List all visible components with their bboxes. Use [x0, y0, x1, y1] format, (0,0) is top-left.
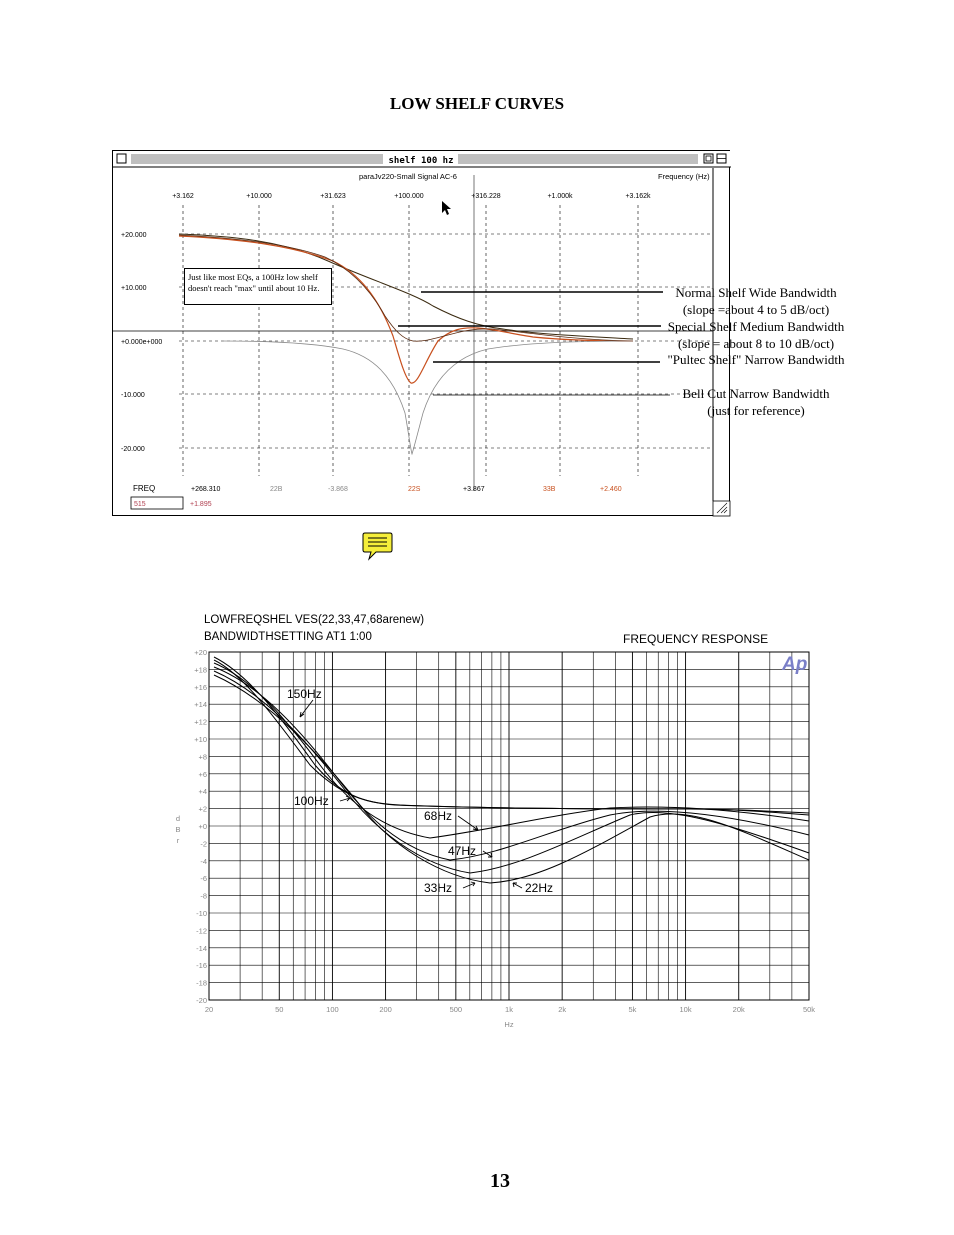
x-tick-label: +100.000 [394, 193, 424, 200]
pultec-shelf-title: "Pultec Shelf" Narrow Bandwidth [667, 352, 845, 367]
x-tick-label: 1k [505, 1005, 513, 1014]
y-tick-label: +6 [198, 769, 207, 779]
x-tick-label: 2k [558, 1005, 567, 1014]
y-tick-label: +10.000 [121, 285, 147, 292]
chart-title-line1: LOWFREQSHEL VES(22,33,47,68arenew) [204, 614, 425, 626]
y-tick-label: -4 [200, 856, 207, 866]
readout-freq-label: FREQ [133, 484, 156, 493]
curve-22hz [214, 675, 809, 883]
page-title: LOW SHELF CURVES [389, 94, 565, 113]
comment-note-icon[interactable] [362, 531, 394, 561]
curve-33hz [214, 671, 809, 873]
x-tick-label: 20k [732, 1005, 745, 1014]
y-tick-label: +16 [194, 682, 207, 692]
readout-value: 22S [408, 486, 421, 493]
note-box: Just like most EQs, a 100Hz low shelf doesn't reach "max" until about 10 Hz. [184, 268, 332, 305]
x-tick-label: 50k [802, 1005, 816, 1014]
pultec-shelf-callout [636, 351, 876, 368]
x-axis-label: Hz [504, 1020, 514, 1029]
y-tick-label: -18 [196, 978, 207, 988]
y-tick-label: +12 [194, 717, 207, 727]
y-tick-labels [194, 648, 207, 1005]
y-tick-label: -10 [196, 909, 207, 918]
chart-right-title: FREQUENCY RESPONSE [623, 632, 769, 646]
x-tick-label: +316.228 [471, 193, 501, 200]
y-tick-label: -16 [196, 961, 207, 971]
x-tick-label: 10k [679, 1005, 692, 1014]
collapse-box-icon[interactable] [717, 154, 726, 163]
frequency-response-chart [170, 605, 830, 1035]
x-tick-label: 500 [449, 1005, 463, 1014]
close-box-icon[interactable] [117, 154, 126, 163]
x-tick-label: 50 [275, 1005, 284, 1014]
normal-shelf-title: Normal Shelf Wide Bandwidth [675, 285, 837, 300]
y-tick-labels [121, 232, 162, 453]
label-33hz: 33Hz [424, 881, 453, 895]
readout-freq-value2: +1.895 [190, 501, 212, 508]
y-tick-label: +0 [198, 822, 207, 831]
bell-cut-note: (just for reference) [707, 403, 805, 418]
normal-shelf-slope: (slope =about 4 to 5 dB/oct) [682, 302, 830, 317]
curve-label-arrows [300, 700, 522, 888]
special-shelf-slope: (slope = about 8 to 10 dB/oct) [677, 336, 835, 351]
x-tick-label: 5k [628, 1005, 637, 1014]
x-tick-label: +1.000k [547, 193, 573, 200]
y-tick-label: -6 [200, 874, 207, 884]
y-tick-label: -12 [196, 926, 207, 936]
y-tick-label: -8 [200, 891, 207, 901]
readout-value: +3.867 [463, 486, 485, 493]
label-100hz: 100Hz [294, 794, 329, 808]
label-47hz: 47Hz [448, 844, 477, 858]
page-number: 13 [490, 1170, 510, 1192]
bell-cut-callout [636, 385, 876, 419]
x-tick-label: +3.162k [625, 193, 651, 200]
readout-value: +2.460 [600, 486, 622, 493]
normal-shelf-callout [636, 284, 876, 318]
y-tick-label: +4 [198, 787, 207, 797]
readout-values [191, 486, 622, 493]
x-tick-label: +10.000 [246, 193, 272, 200]
frequency-axis-label: Frequency (Hz) [658, 172, 710, 181]
y-tick-label: +14 [194, 700, 207, 710]
chart-subtitle: paraJv220-Small Signal AC-6 [359, 172, 457, 181]
zoom-box-icon[interactable] [704, 154, 713, 163]
readout-freq-value: 515 [134, 501, 146, 508]
ap-logo: Ap [782, 654, 808, 675]
x-tick-label: +3.162 [172, 193, 194, 200]
label-150hz: 150Hz [287, 687, 322, 701]
y-tick-label: +0.000e+000 [121, 339, 163, 346]
y-tick-label: +10 [194, 735, 207, 744]
readout-value: -3.868 [328, 486, 348, 493]
y-tick-label: -2 [200, 839, 207, 849]
readout-value: 33B [543, 486, 556, 493]
svg-text:r: r [176, 836, 180, 845]
bell-cut-title: Bell Cut Narrow Bandwidth [682, 386, 830, 401]
y-tick-label: -20.000 [121, 446, 145, 453]
x-tick-label: 100 [326, 1005, 339, 1014]
x-tick-label: 20 [204, 1005, 214, 1014]
y-axis-label [175, 814, 180, 845]
y-tick-label: +2 [198, 804, 207, 814]
y-tick-label: +18 [194, 665, 207, 675]
x-tick-labels [205, 1005, 815, 1014]
label-68hz: 68Hz [424, 809, 453, 823]
window-title: shelf 100 hz [388, 156, 454, 166]
x-tick-labels [172, 193, 651, 200]
y-tick-label: -10.000 [121, 392, 145, 399]
x-tick-label: +31.623 [320, 193, 346, 200]
y-tick-label: +20 [194, 648, 207, 657]
chart-title-line2: BANDWIDTHSETTING AT1 1:00 [204, 631, 372, 643]
svg-text:d: d [175, 814, 181, 823]
special-shelf-callout [636, 318, 876, 352]
readout-value: 22B [270, 486, 283, 493]
x-tick-label: 200 [379, 1005, 392, 1014]
label-22hz: 22Hz [525, 881, 554, 895]
mouse-pointer-icon [442, 201, 451, 215]
chart-grid [209, 652, 809, 1000]
special-shelf-title: Special Shelf Medium Bandwidth [667, 319, 845, 334]
y-tick-label: -20 [196, 996, 207, 1005]
special-shelf-curve [179, 236, 633, 383]
readout-value: +268.310 [191, 486, 221, 493]
svg-text:B: B [175, 825, 181, 834]
y-tick-label: -14 [196, 943, 207, 953]
y-tick-label: +20.000 [121, 232, 147, 239]
y-tick-label: +8 [198, 752, 207, 762]
